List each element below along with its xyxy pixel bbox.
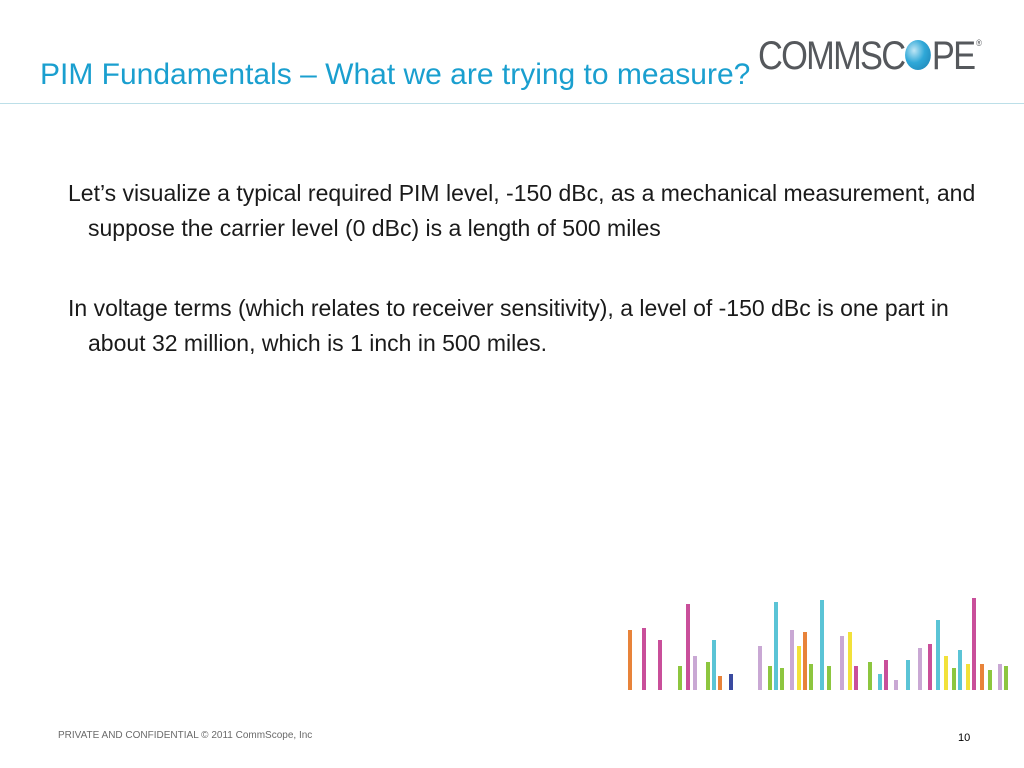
decorative-bar (878, 674, 882, 690)
decorative-bar (758, 646, 762, 690)
logo-text-end: PE (931, 34, 975, 78)
bullet-item: Let’s visualize a typical required PIM level, -150 dBc, as a mechanical measurement, and suppose the carrier level (0 dBc) is a length of 500 miles (68, 180, 976, 241)
decorative-bar (848, 632, 852, 690)
decorative-bar (884, 660, 888, 690)
decorative-bar (820, 600, 824, 690)
decorative-bar (797, 646, 801, 690)
decorative-bar (693, 656, 697, 690)
decorative-bar (790, 630, 794, 690)
decorative-bar (628, 630, 632, 690)
decorative-bar (980, 664, 984, 690)
commscope-logo (758, 34, 982, 79)
decorative-bar (1004, 666, 1008, 690)
decorative-bar (988, 670, 992, 690)
decorative-bar (780, 668, 784, 690)
decorative-bar (918, 648, 922, 690)
decorative-bar (827, 666, 831, 690)
decorative-bar (854, 666, 858, 690)
bullet-list (68, 176, 978, 406)
decorative-bar (768, 666, 772, 690)
slide-title: PIM Fundamentals – What we are trying to measure? (40, 58, 751, 91)
decorative-bar (840, 636, 844, 690)
decorative-bar (712, 640, 716, 690)
decorative-bar (729, 674, 733, 690)
decorative-bar (718, 676, 722, 690)
decorative-bar (936, 620, 940, 690)
registered-mark: ® (976, 38, 982, 48)
decorative-bar (678, 666, 682, 690)
decorative-bar (966, 664, 970, 690)
decorative-bar (998, 664, 1002, 690)
decorative-bar (803, 632, 807, 690)
decorative-bar (658, 640, 662, 690)
decorative-bar (928, 644, 932, 690)
logo-globe-icon (905, 40, 931, 70)
decorative-bar (952, 668, 956, 690)
decorative-bar (972, 598, 976, 690)
decorative-bar (774, 602, 778, 690)
bullet-item: In voltage terms (which relates to receiver sensitivity), a level of -150 dBc is one part in about 32 million, which is 1 inch in 500 miles. (68, 295, 949, 356)
page-number: 10 (958, 732, 971, 744)
logo-text-start: COMMSC (758, 34, 905, 78)
footer-confidential: PRIVATE AND CONFIDENTIAL © 2011 CommScope, Inc (58, 730, 313, 741)
decorative-bar (894, 680, 898, 690)
decorative-bar (868, 662, 872, 690)
decorative-bar (809, 664, 813, 690)
decorative-bar (686, 604, 690, 690)
decorative-bar (706, 662, 710, 690)
decorative-bar (944, 656, 948, 690)
decorative-bar (958, 650, 962, 690)
decorative-bar (906, 660, 910, 690)
decorative-bar (642, 628, 646, 690)
title-divider (0, 103, 1024, 104)
